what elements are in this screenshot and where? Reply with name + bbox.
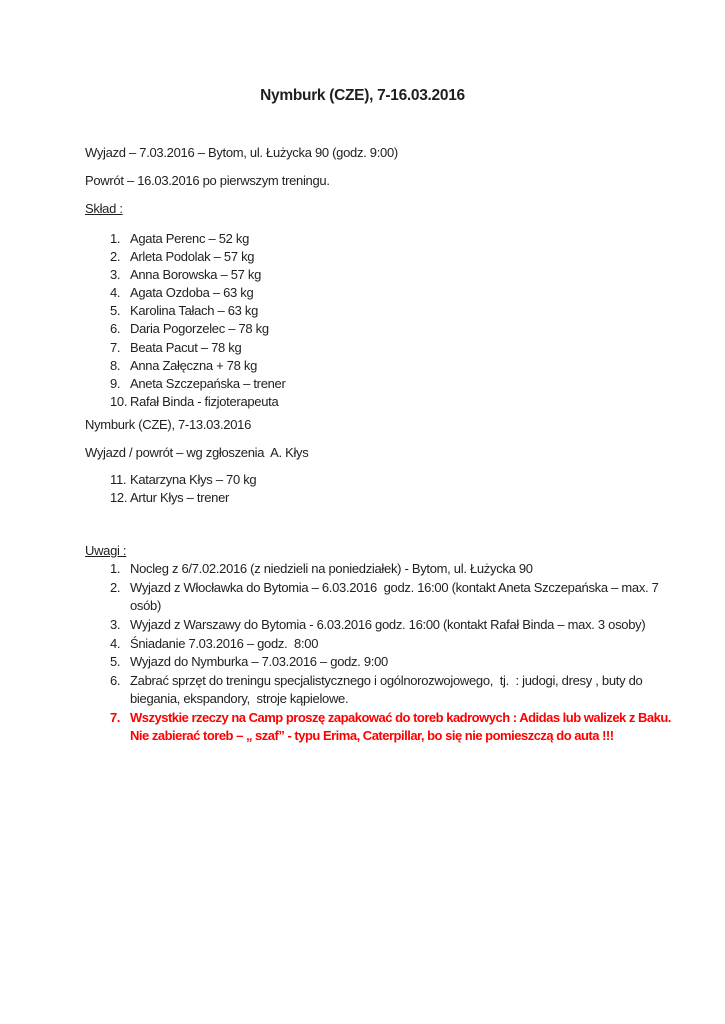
item-text: Zabrać sprzęt do treningu specjalistycznego i ogólnorozwojowego, tj. : judogi, dresy , buty do biegania, ekspandory, stroje kąpielowe.	[130, 672, 646, 707]
roster-item	[85, 471, 680, 489]
roster-item	[85, 393, 680, 411]
item-number: 7.	[110, 339, 121, 355]
roster-heading: Skład :	[85, 201, 123, 216]
note-item	[85, 560, 680, 579]
roster-item	[85, 357, 680, 375]
item-number: 11.	[110, 471, 127, 487]
item-text: Wyjazd do Nymburka – 7.03.2016 – godz. 9:00	[130, 654, 388, 670]
note-item	[85, 616, 680, 635]
roster-item	[85, 302, 680, 320]
item-text: Rafał Binda - fizjoterapeuta	[130, 393, 279, 409]
roster-item	[85, 489, 680, 507]
item-text: Wyjazd z Włocławka do Bytomia – 6.03.2016 godz. 16:00 (kontakt Aneta Szczepańska – max. 7 osób)	[130, 579, 662, 614]
notes-heading: Uwagi :	[85, 543, 127, 559]
departure-line: Wyjazd – 7.03.2016 – Bytom, ul. Łużycka 90 (godz. 9:00)	[85, 145, 398, 160]
item-number: 1.	[110, 231, 121, 246]
item-number: 9.	[110, 375, 121, 391]
note-item	[85, 672, 680, 709]
roster-list	[85, 230, 680, 411]
item-text: Agata Perenc – 52 kg	[130, 231, 250, 246]
item-number: 3.	[110, 267, 121, 283]
second-trip-list	[85, 471, 680, 507]
item-text: Aneta Szczepańska – trener	[130, 375, 286, 391]
second-trip-travel-line: Wyjazd / powrót – wg zgłoszenia A. Kłys	[85, 444, 309, 460]
document-title: Nymburk (CZE), 7-16.03.2016	[260, 87, 465, 104]
second-trip-title: Nymburk (CZE), 7-13.03.2016	[85, 416, 252, 432]
item-number: 6.	[110, 321, 121, 337]
item-number: 2.	[110, 579, 121, 595]
roster-item	[85, 339, 680, 357]
roster-item	[85, 320, 680, 338]
item-text: Nocleg z 6/7.02.2016 (z niedzieli na poniedziałek) - Bytom, ul. Łużycka 90	[130, 561, 533, 577]
item-text: Wszystkie rzeczy na Camp proszę zapakować do toreb kadrowych : Adidas lub walizek z Baku. Nie zabierać toreb – „ szaf” - typu Erima, Caterpillar, bo się nie pomieszczą do auta !!!	[130, 709, 675, 744]
item-text: Karolina Tałach – 63 kg	[130, 303, 259, 319]
item-text: Agata Ozdoba – 63 kg	[130, 285, 254, 301]
item-text: Beata Pacut – 78 kg	[130, 339, 242, 355]
return-line: Powrót – 16.03.2016 po pierwszym treningu.	[85, 173, 330, 188]
item-number: 7.	[110, 709, 120, 725]
item-number: 5.	[110, 303, 121, 319]
item-text: Anna Załęczna + 78 kg	[130, 357, 258, 373]
item-number: 4.	[110, 635, 121, 651]
note-item	[85, 635, 680, 654]
item-number: 3.	[110, 616, 121, 632]
item-number: 5.	[110, 654, 121, 670]
note-item-highlighted	[85, 709, 680, 746]
roster-item	[85, 248, 680, 266]
item-text: Artur Kłys – trener	[130, 490, 230, 506]
roster-item	[85, 266, 680, 284]
item-text: Katarzyna Kłys – 70 kg	[130, 471, 257, 487]
item-text: Arleta Podolak – 57 kg	[130, 249, 255, 265]
note-item	[85, 579, 680, 616]
roster-item	[85, 284, 680, 302]
item-number: 10.	[110, 393, 128, 409]
item-text: Anna Borowska – 57 kg	[130, 267, 262, 283]
roster-item	[85, 375, 680, 393]
item-number: 8.	[110, 357, 121, 373]
item-number: 12.	[110, 490, 128, 506]
item-text: Śniadanie 7.03.2016 – godz. 8:00	[130, 635, 319, 651]
item-text: Daria Pogorzelec – 78 kg	[130, 321, 269, 337]
item-number: 1.	[110, 561, 121, 577]
item-text: Wyjazd z Warszawy do Bytomia - 6.03.2016 godz. 16:00 (kontakt Rafał Binda – max. 3 osoby)	[130, 616, 646, 632]
notes-list	[85, 560, 680, 746]
item-number: 4.	[110, 285, 121, 301]
roster-item	[85, 230, 680, 248]
item-number: 2.	[110, 249, 121, 265]
note-item	[85, 653, 680, 672]
item-number: 6.	[110, 672, 121, 688]
